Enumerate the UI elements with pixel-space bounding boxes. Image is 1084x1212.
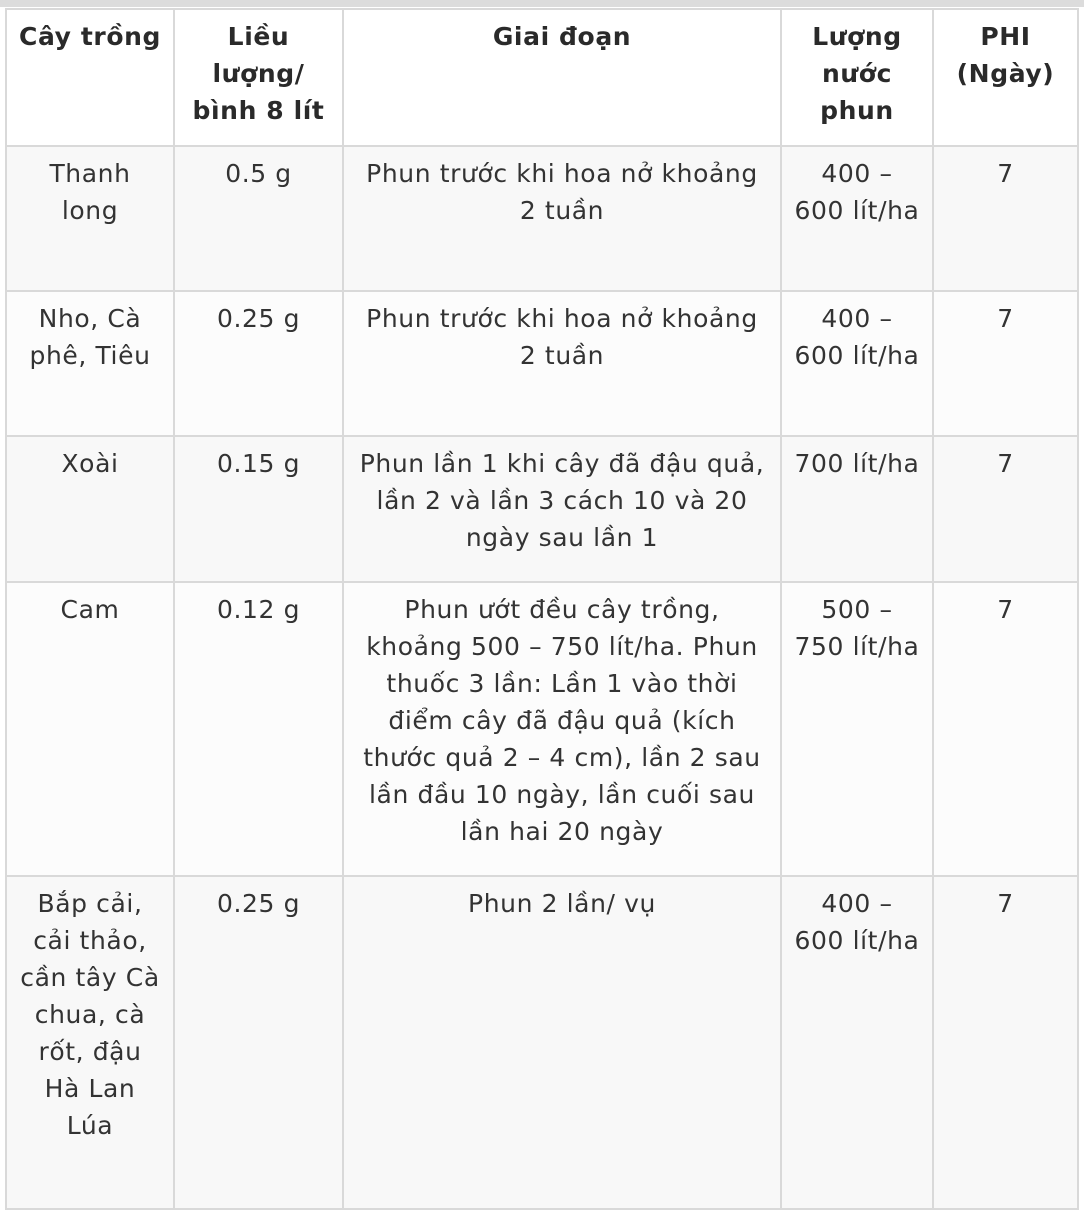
cell-phi: 7 (933, 146, 1078, 291)
cell-water: 400 – 600 lít/ha (781, 876, 933, 1209)
cell-water: 400 – 600 lít/ha (781, 291, 933, 436)
cell-phi: 7 (933, 291, 1078, 436)
cell-crop: Xoài (6, 436, 174, 582)
cell-dosage: 0.25 g (174, 876, 343, 1209)
cell-stage: Phun ướt đều cây trồng, khoảng 500 – 750 lít/ha. Phun thuốc 3 lần: Lần 1 vào thời điểm cây đã đậu quả (kích thước quả 2 – 4 cm), lần 2 sau lần đầu 10 ngày, lần cuối sau lần hai 20 ngày (343, 582, 781, 876)
cell-phi: 7 (933, 582, 1078, 876)
cell-water: 700 lít/ha (781, 436, 933, 582)
cell-dosage: 0.25 g (174, 291, 343, 436)
cell-crop: Cam (6, 582, 174, 876)
cell-water: 400 – 600 lít/ha (781, 146, 933, 291)
cell-dosage: 0.15 g (174, 436, 343, 582)
header-crop: Cây trồng (6, 9, 174, 146)
cell-stage: Phun 2 lần/ vụ (343, 876, 781, 1209)
cell-crop: Thanh long (6, 146, 174, 291)
table-row (6, 582, 1078, 876)
top-border (0, 0, 1084, 7)
cell-stage: Phun trước khi hoa nở khoảng 2 tuần (343, 291, 781, 436)
cell-phi: 7 (933, 876, 1078, 1209)
spray-dosage-table (5, 8, 1079, 1210)
header-stage: Giai đoạn (343, 9, 781, 146)
cell-stage: Phun lần 1 khi cây đã đậu quả, lần 2 và lần 3 cách 10 và 20 ngày sau lần 1 (343, 436, 781, 582)
table-row (6, 436, 1078, 582)
header-dosage: Liều lượng/ bình 8 lít (174, 9, 343, 146)
table-row (6, 146, 1078, 291)
cell-crop: Bắp cải, cải thảo, cần tây Cà chua, cà rốt, đậu Hà Lan Lúa (6, 876, 174, 1209)
cell-water: 500 – 750 lít/ha (781, 582, 933, 876)
table-row (6, 876, 1078, 1209)
header-phi: PHI (Ngày) (933, 9, 1078, 146)
cell-crop: Nho, Cà phê, Tiêu (6, 291, 174, 436)
cell-phi: 7 (933, 436, 1078, 582)
header-row (6, 9, 1078, 146)
header-water: Lượng nước phun (781, 9, 933, 146)
cell-dosage: 0.12 g (174, 582, 343, 876)
table-row (6, 291, 1078, 436)
cell-stage: Phun trước khi hoa nở khoảng 2 tuần (343, 146, 781, 291)
cell-dosage: 0.5 g (174, 146, 343, 291)
